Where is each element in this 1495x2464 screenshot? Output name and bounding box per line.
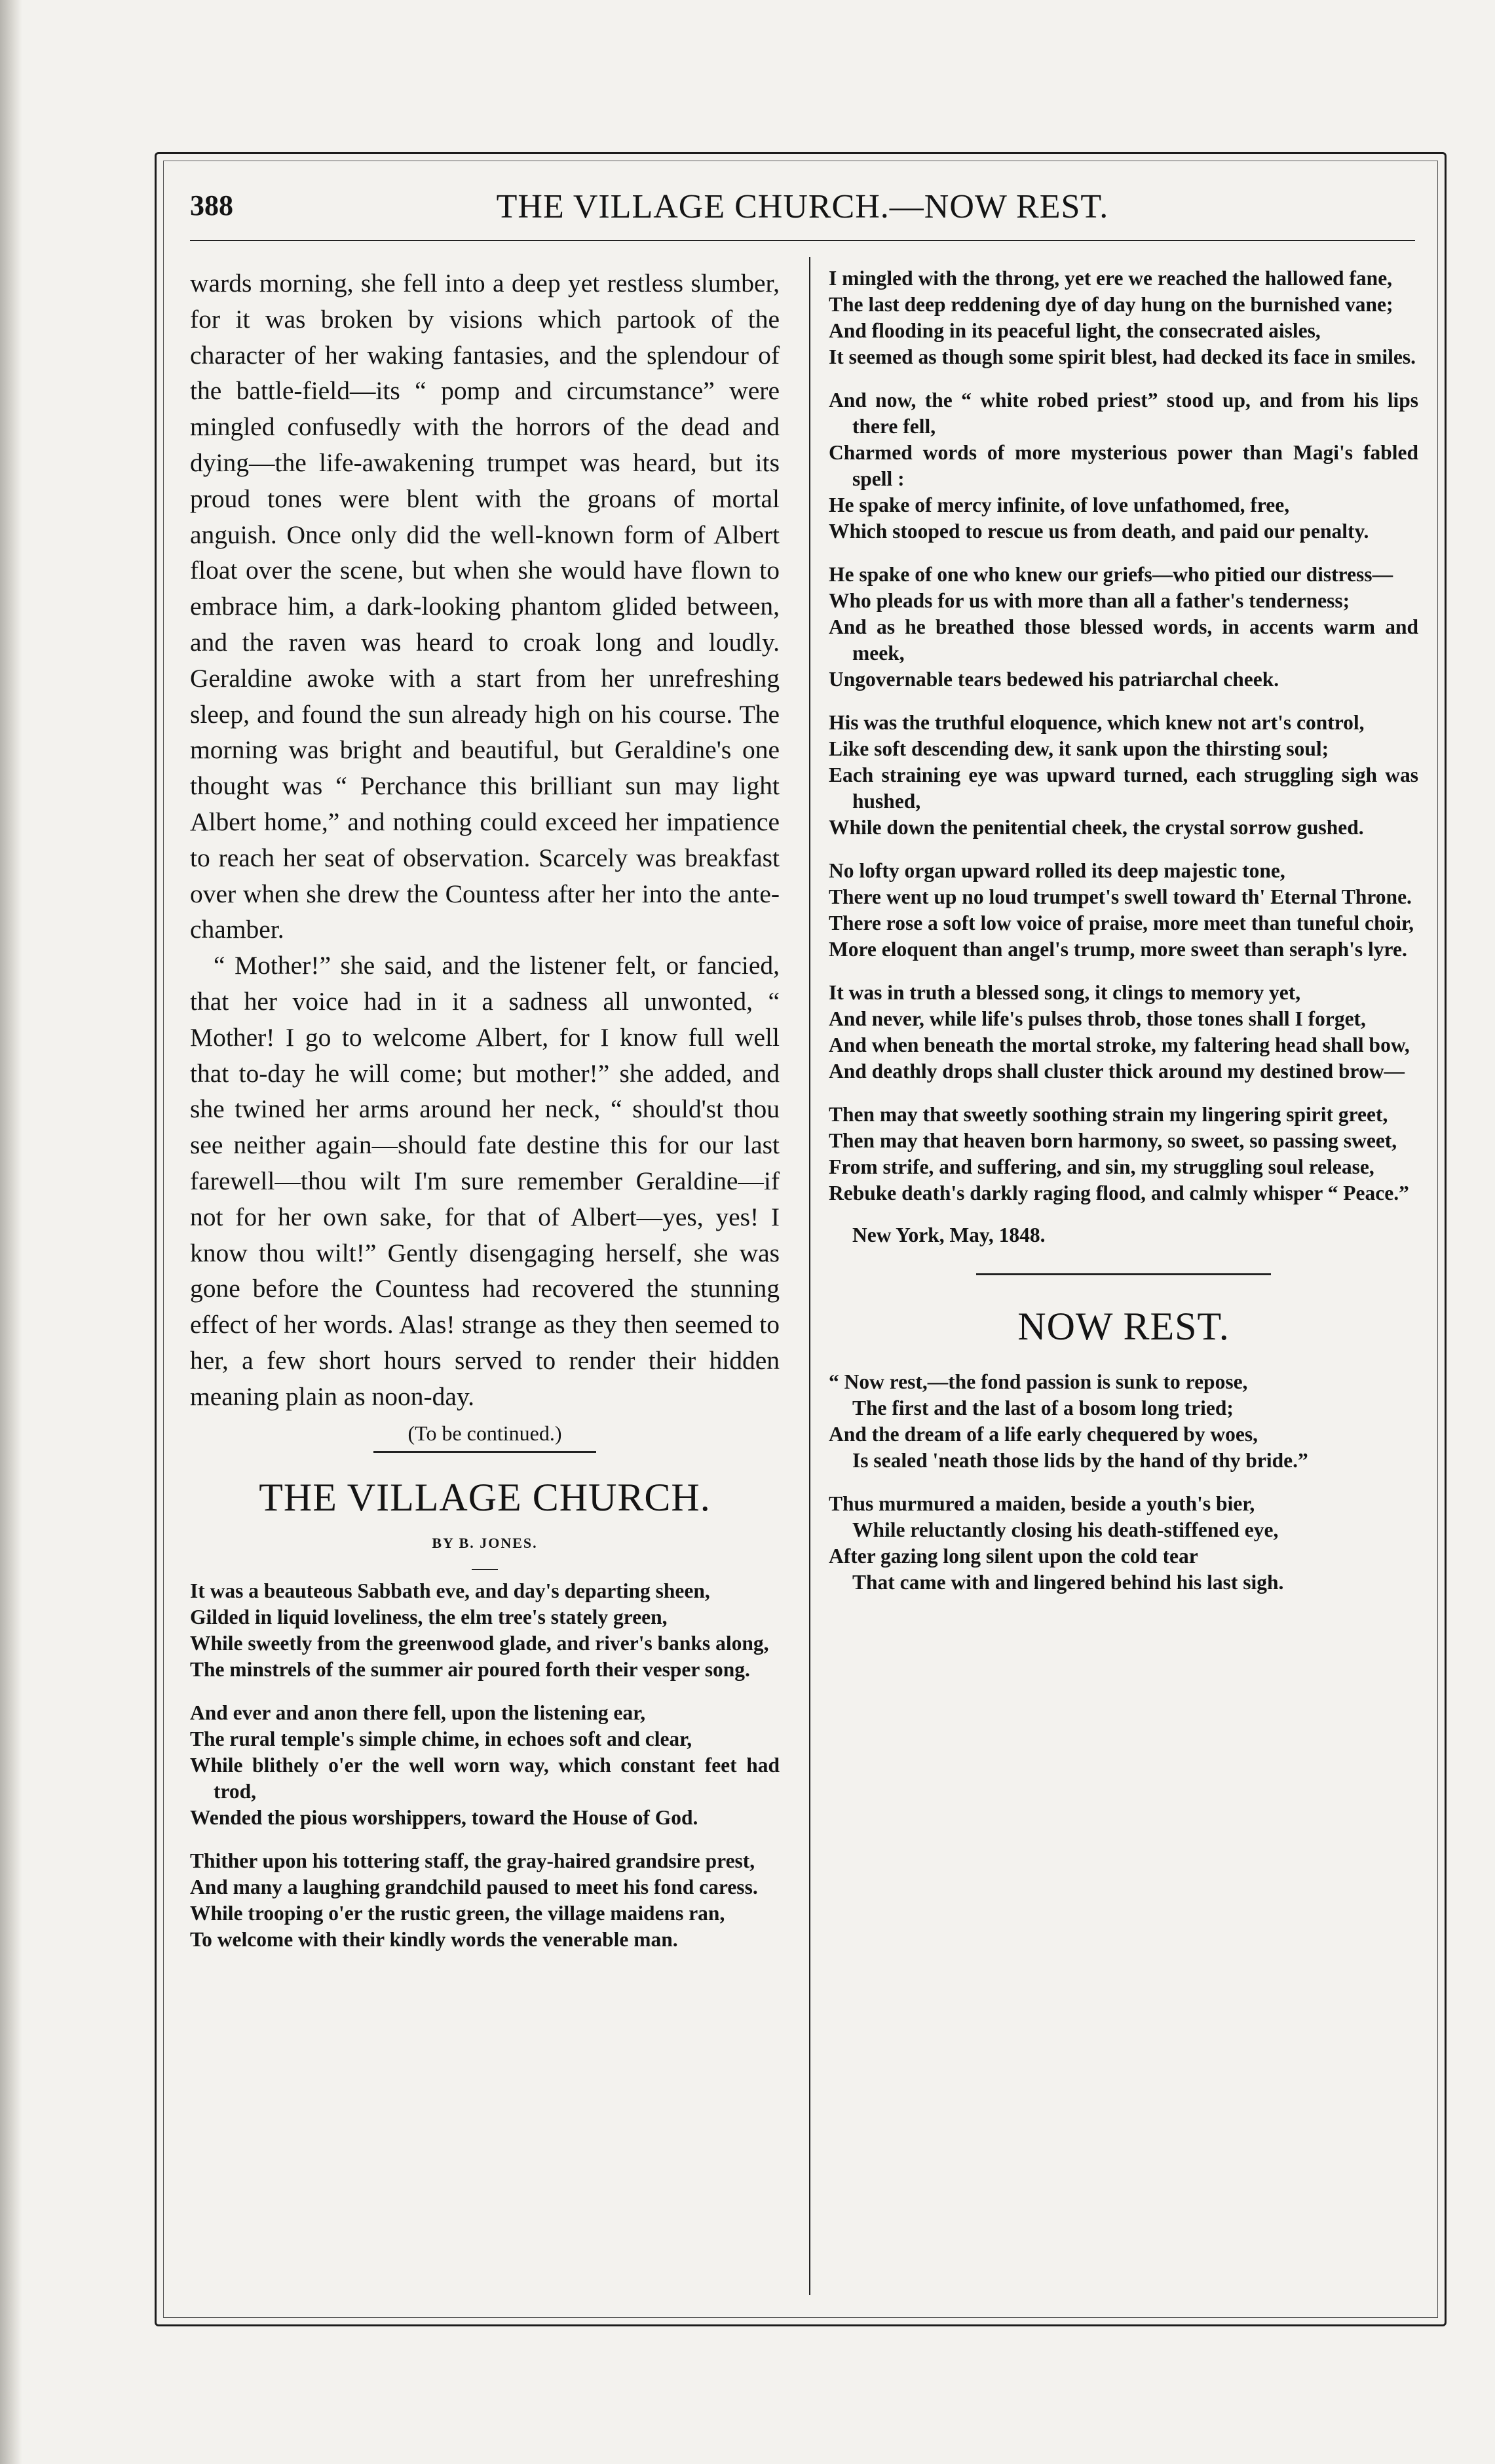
verse-line: Charmed words of more mysterious power than Magi's fabled spell : (829, 441, 1418, 490)
stanza (190, 1700, 780, 1831)
verse-line: It seemed as though some spirit blest, had decked its face in smiles. (829, 345, 1416, 368)
verse-line: He spake of one who knew our griefs—who pitied our distress— (829, 563, 1393, 586)
verse-line: And the dream of a life early chequered by woes, (829, 1423, 1258, 1446)
running-title: THE VILLAGE CHURCH.—NOW REST. (496, 188, 1109, 225)
verse-line: And as he breathed those blessed words, in accents warm and meek, (829, 615, 1418, 664)
verse-line: He spake of mercy infinite, of love unfathomed, free, (829, 493, 1290, 516)
verse-line: Rebuke death's darkly raging flood, and calmly whisper “ Peace.” (829, 1182, 1409, 1204)
stanza (829, 710, 1418, 841)
verse-line: Who pleads for us with more than all a father's tenderness; (829, 589, 1350, 612)
story-paragraph: “ Mother!” she said, and the listener felt, or fancied, that her voice had in it a sadness all unwonted, “ Mother! I go to welcome Albert, for I know full well that to-day he will come; but mother!” she added, and she twined her arms around her neck, “ should'st thou see neither again—should fate destine this for our last farewell—thou wilt I'm sure remember Geraldine—if not for her own sake, for that of Albert—yes, yes! I know thou wilt!” Gently disengaging herself, she was gone before the Countess had recovered the stunning effect of her words. Alas! strange as they then seemed to her, a few short hours served to render their hidden meaning plain as noon-day. (190, 951, 780, 1411)
verse-line: While trooping o'er the rustic green, the village maidens ran, (190, 1901, 725, 1925)
stanza (829, 1369, 1418, 1474)
verse-line: Each straining eye was upward turned, each struggling sigh was hushed, (829, 763, 1418, 813)
stanza (829, 1102, 1418, 1206)
verse-line: And ever and anon there fell, upon the listening ear, (190, 1701, 646, 1724)
verse-line: The last deep reddening dye of day hung on the burnished vane; (829, 293, 1393, 316)
verse-line: After gazing long silent upon the cold tear (829, 1545, 1198, 1568)
verse-line: There went up no loud trumpet's swell toward th' Eternal Throne. (829, 885, 1412, 908)
page-binding-shadow (0, 0, 22, 2464)
verse-line: More eloquent than angel's trump, more sweet than seraph's lyre. (829, 938, 1407, 961)
right-column (829, 265, 1418, 1613)
section-rule (976, 1273, 1271, 1275)
verse-line: It was in truth a blessed song, it clings to memory yet, (829, 981, 1301, 1004)
verse-line: Like soft descending dew, it sank upon the thirsting soul; (829, 737, 1329, 760)
verse-line: The minstrels of the summer air poured forth their vesper song. (190, 1657, 750, 1681)
verse-line: And deathly drops shall cluster thick around my destined brow— (829, 1060, 1405, 1083)
verse-line: From strife, and suffering, and sin, my struggling soul release, (829, 1155, 1374, 1178)
now-rest-stanzas (829, 1369, 1418, 1596)
verse-line: “ Now rest,—the fond passion is sunk to repose, (829, 1370, 1248, 1393)
stanza (829, 1491, 1418, 1596)
verse-line: While blithely o'er the well worn way, which constant feet had trod, (190, 1753, 780, 1803)
village-church-stanzas-right (829, 265, 1418, 1206)
village-church-stanzas-left (190, 1578, 780, 1953)
byline-rule (472, 1569, 498, 1570)
verse-line: Which stooped to rescue us from death, and paid our penalty. (829, 520, 1369, 543)
verse-line: There rose a soft low voice of praise, more meet than tuneful choir, (829, 912, 1414, 934)
verse-line: To welcome with their kindly words the venerable man. (190, 1927, 678, 1951)
stanza (829, 387, 1418, 545)
section-rule (373, 1451, 596, 1453)
verse-line: Wended the pious worshippers, toward the House of God. (190, 1805, 698, 1829)
verse-line: Gilded in liquid loveliness, the elm tree's stately green, (190, 1605, 668, 1628)
verse-line: Ungovernable tears bedewed his patriarchal cheek. (829, 668, 1279, 691)
verse-line: And many a laughing grandchild paused to meet his fond caress. (190, 1875, 758, 1898)
verse-line: While reluctantly closing his death-stiffened eye, (852, 1518, 1279, 1541)
verse-line: No lofty organ upward rolled its deep majestic tone, (829, 859, 1285, 882)
verse-line: Then may that heaven born harmony, so sweet, so passing sweet, (829, 1129, 1397, 1152)
page-header (190, 185, 1415, 237)
stanza (829, 265, 1418, 370)
story-text (190, 265, 780, 1415)
poem-title-village-church: THE VILLAGE CHURCH. (259, 1475, 711, 1519)
stanza (829, 562, 1418, 693)
verse-line: I mingled with the throng, yet ere we reached the hallowed fane, (829, 267, 1393, 290)
place-date: New York, May, 1848. (852, 1223, 1046, 1246)
verse-line: Thither upon his tottering staff, the gray-haired grandsire prest, (190, 1849, 755, 1872)
verse-line: Is sealed 'neath those lids by the hand of thy bride.” (852, 1449, 1308, 1472)
page-number: 388 (190, 189, 233, 221)
verse-line: While sweetly from the greenwood glade, and river's banks along, (190, 1631, 769, 1655)
verse-line: And never, while life's pulses throb, those tones shall I forget, (829, 1007, 1366, 1030)
stanza (829, 858, 1418, 963)
verse-line: And when beneath the mortal stroke, my faltering head shall bow, (829, 1033, 1410, 1056)
left-column (190, 265, 780, 1970)
verse-line: His was the truthful eloquence, which knew not art's control, (829, 711, 1365, 734)
verse-line: Thus murmured a maiden, beside a youth's bier, (829, 1492, 1255, 1515)
verse-line: It was a beauteous Sabbath eve, and day's departing sheen, (190, 1579, 710, 1602)
continued-note: (To be continued.) (407, 1421, 562, 1445)
verse-line: And flooding in its peaceful light, the consecrated aisles, (829, 319, 1321, 342)
column-divider (809, 257, 810, 2295)
verse-line: The rural temple's simple chime, in echoes soft and clear, (190, 1727, 692, 1750)
stanza (190, 1578, 780, 1683)
verse-line: While down the penitential cheek, the crystal sorrow gushed. (829, 816, 1364, 839)
verse-line: And now, the “ white robed priest” stood up, and from his lips there fell, (829, 389, 1418, 438)
stanza (829, 980, 1418, 1085)
header-rule (190, 240, 1415, 241)
story-paragraph: wards morning, she fell into a deep yet restless slumber, for it was broken by visions which partook of the character of her waking fantasies, and the splendour of the battle-field—its “ pomp and circumstance” were mingled confusedly with the horrors of the dead and dying—the life-awakening trumpet was heard, but its proud tones were blent with the groans of mortal anguish. Once only did the well-known form of Albert float over the scene, but when she would have flown to embrace him, a dark-looking phantom glided between, and the raven was heard to croak long and loudly. Geraldine awoke with a start from her unrefreshing sleep, and found the sun already high on his course. The morning was bright and beautiful, but Geraldine's one thought was “ Perchance this brilliant sun may light Albert home,” and nothing could exceed her impatience to reach her seat of observation. Scarcely was breakfast over when she drew the Countess after her into the ante-chamber. (190, 269, 780, 944)
verse-line: Then may that sweetly soothing strain my lingering spirit greet, (829, 1103, 1388, 1126)
poem-byline: BY B. JONES. (432, 1534, 538, 1551)
verse-line: The first and the last of a bosom long tried; (852, 1396, 1234, 1419)
stanza (190, 1848, 780, 1953)
verse-line: That came with and lingered behind his last sigh. (852, 1571, 1284, 1594)
poem-title-now-rest: NOW REST. (1017, 1305, 1230, 1348)
